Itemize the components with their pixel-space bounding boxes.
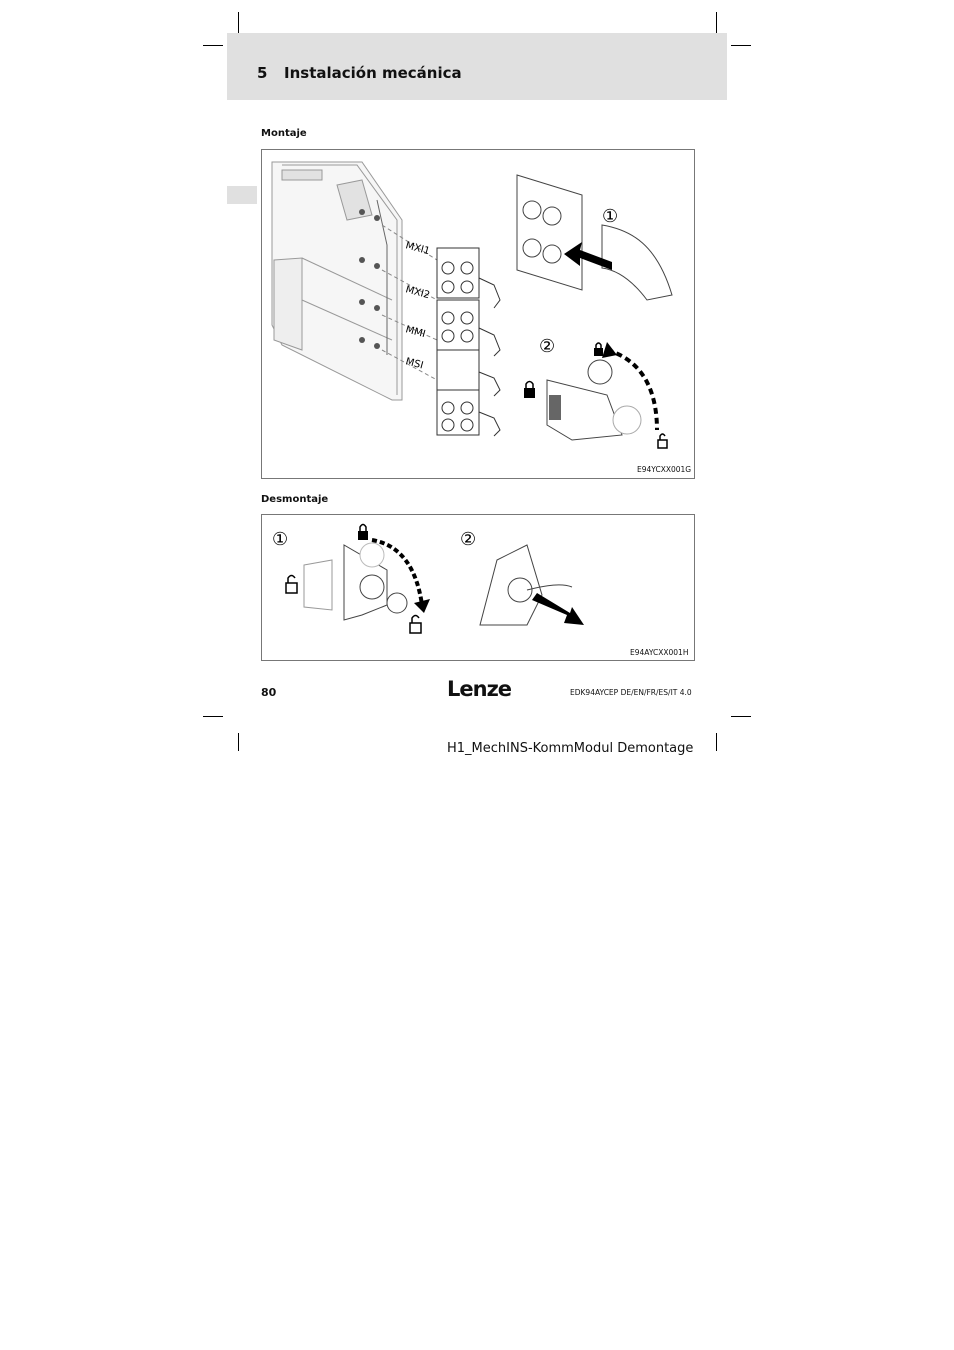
unlock-arrow-head	[414, 599, 430, 613]
lock-lever	[549, 395, 561, 420]
crop-mark	[716, 733, 717, 751]
dismount-illustration	[262, 515, 694, 660]
document-code: EDK94AYCEP DE/EN/FR/ES/IT 4.0	[570, 688, 692, 697]
crop-mark	[731, 716, 751, 717]
mount-step-2: ②	[539, 336, 556, 357]
locking-detail	[547, 360, 641, 440]
crop-mark	[731, 45, 751, 46]
pull-out-arrow	[532, 593, 584, 625]
slot-label-mxi1: MXI1	[404, 240, 432, 258]
lock-open-icon	[410, 616, 421, 634]
chapter-number: 5	[257, 64, 268, 82]
unlock-detail	[304, 543, 407, 620]
drive-housing	[272, 162, 402, 400]
lock-open-icon	[658, 434, 667, 448]
mount-section-label: Montaje	[261, 128, 307, 139]
lock-closed-icon	[594, 343, 603, 356]
mount-step-1: ①	[602, 206, 619, 227]
crop-mark	[238, 733, 239, 751]
lock-open-icon	[286, 576, 297, 594]
mount-figure	[261, 149, 695, 479]
file-title: H1_MechINS-KommModul Demontage	[447, 741, 694, 756]
lock-closed-icon	[358, 525, 368, 541]
page-number: 80	[261, 686, 277, 699]
dismount-step-2: ②	[460, 529, 477, 550]
slot-label-msi: MSI	[404, 356, 425, 372]
dismount-section-label: Desmontaje	[261, 494, 329, 505]
slot-label-mmi: MMI	[404, 324, 427, 341]
slot-label-mxi2: MXI2	[404, 284, 432, 302]
insertion-detail	[517, 175, 672, 300]
crop-mark	[238, 12, 239, 34]
dismount-step-1: ①	[272, 529, 289, 550]
crop-mark	[716, 12, 717, 34]
crop-mark	[203, 716, 223, 717]
crop-mark	[203, 45, 223, 46]
lenze-logo: Lenze	[447, 677, 512, 701]
lock-closed-icon	[524, 382, 535, 399]
lock-arrow-head	[602, 342, 617, 358]
language-tab-marker	[227, 186, 257, 204]
mount-figure-code: E94YCXX001G	[637, 465, 692, 474]
chapter-title: Instalación mecánica	[284, 64, 462, 82]
dismount-figure	[261, 514, 695, 661]
dismount-figure-code: E94AYCXX001H	[630, 648, 689, 657]
removal-detail	[480, 545, 572, 625]
mount-illustration	[262, 150, 694, 478]
module-stack	[437, 248, 500, 436]
